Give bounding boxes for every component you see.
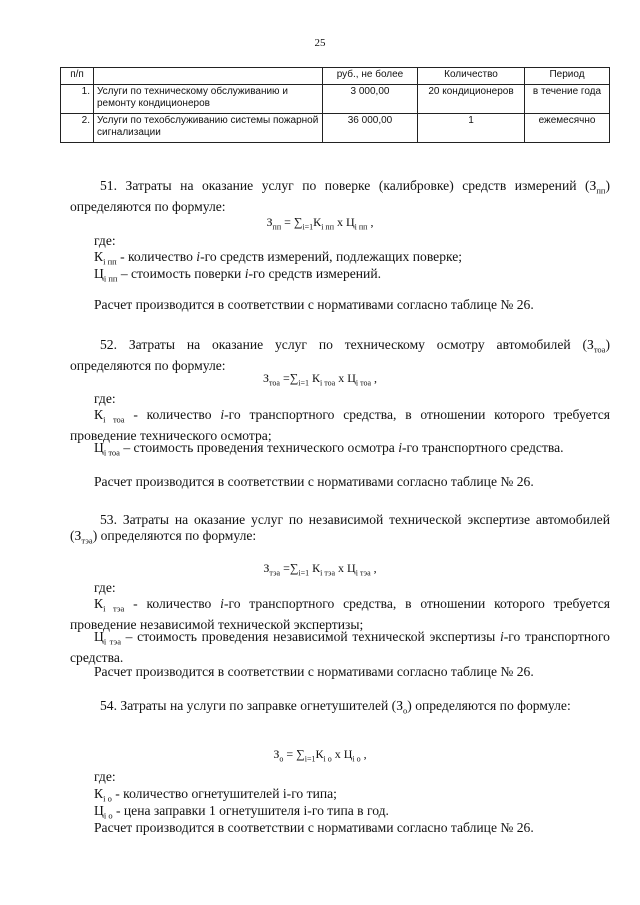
- table-header-row: [61, 68, 610, 85]
- row-num: 1.: [61, 85, 94, 114]
- s51-intro: 51. Затраты на оказание услуг по поверке (калибровке) средств измерений $(З_{пп})$ определяются по формуле:: [70, 178, 610, 214]
- row-price: 36 000,00: [323, 114, 418, 143]
- s51-calc: Расчет производится в соответствии с нормативами согласно таблице № 26.: [94, 297, 534, 312]
- row-price: 3 000,00: [323, 85, 418, 114]
- header-num: п/п: [61, 68, 94, 85]
- row-period: в течение года: [525, 85, 610, 114]
- s54-c-definition: $Ц_{i о}$ - цена заправки 1 огнетушителя i-го типа в год.: [94, 803, 389, 821]
- s52-k-definition: $К_{i тоа}$ - количество i-го транспортного средства, в отношении которого требуется проведение технического осмотра;: [70, 407, 610, 443]
- s53-k-definition: $К_{i тэа}$ - количество i-го транспортного средства, в отношении которого требуется проведение независимой технической экспертизы;: [70, 596, 610, 632]
- s54-formula: $З_о = \sum_{i=1}К_{i о}$ x $Ц_{i о}$ ,: [273, 747, 367, 764]
- s53-calc: Расчет производится в соответствии с нормативами согласно таблице № 26.: [94, 664, 534, 679]
- s52-c-definition: $Ц_{i тоа}$ – стоимость проведения технического осмотра i-го транспортного средства.: [94, 440, 564, 458]
- s54-calc: Расчет производится в соответствии с нормативами согласно таблице № 26.: [94, 820, 534, 835]
- s52-calc: Расчет производится в соответствии с нормативами согласно таблице № 26.: [94, 474, 534, 489]
- table-row: [61, 114, 610, 143]
- page-number: 25: [314, 37, 326, 49]
- s53-c-definition: $Ц_{i тэа}$ – стоимость проведения независимой технической экспертизы i-го транспортного средства.: [70, 629, 610, 665]
- row-name: Услуги по техобслуживанию системы пожарной сигнализации: [94, 114, 323, 143]
- services-table: [60, 67, 610, 143]
- s54-k-definition: $К_{i о}$ - количество огнетушителей i-го типа;: [94, 786, 337, 804]
- row-name: Услуги по техническому обслуживанию и ремонту кондиционеров: [94, 85, 323, 114]
- header-period: Период: [525, 68, 610, 85]
- header-name: [94, 68, 323, 85]
- s53-formula: $З_{тэа} =\sum_{i=1}$ $К_{i тэа}$ x $Ц_{i тэа}$ ,: [263, 561, 377, 578]
- s51-k-definition: $К_{i пп}$ - количество i-го средств измерений, подлежащих поверке;: [94, 249, 463, 267]
- s51-where: где:: [94, 233, 116, 248]
- s53-where: где:: [94, 580, 116, 595]
- row-num: 2.: [61, 114, 94, 143]
- s54-intro: 54. Затраты на услуги по заправке огнетушителей $(З_о)$ определяются по формуле:: [100, 698, 571, 716]
- table-row: [61, 85, 610, 114]
- row-qty: 20 кондиционеров: [418, 85, 525, 114]
- s52-where: где:: [94, 391, 116, 406]
- row-qty: 1: [418, 114, 525, 143]
- s52-intro: 52. Затраты на оказание услуг по техническому осмотру автомобилей $(З_{тоа})$ определяются по формуле:: [70, 337, 610, 373]
- s53-intro: 53. Затраты на оказание услуг по независимой технической экспертизе автомобилей $(З_{тэа})$ определяются по формуле:: [70, 512, 610, 546]
- header-qty: Количество: [418, 68, 525, 85]
- s54-where: где:: [94, 769, 116, 784]
- s51-formula: $З_{пп} = \sum_{i=1}К_{i пп}$ x $Ц_{i пп}$ ,: [266, 215, 374, 232]
- s52-formula: $З_{тоа} =\sum_{i=1}$ $К_{i тоа}$ x $Ц_{i тоа}$ ,: [262, 371, 378, 388]
- s51-c-definition: $Ц_{i пп}$ – стоимость поверки i-го средств измерений.: [94, 266, 381, 284]
- header-price: руб., не более: [323, 68, 418, 85]
- row-period: ежемесячно: [525, 114, 610, 143]
